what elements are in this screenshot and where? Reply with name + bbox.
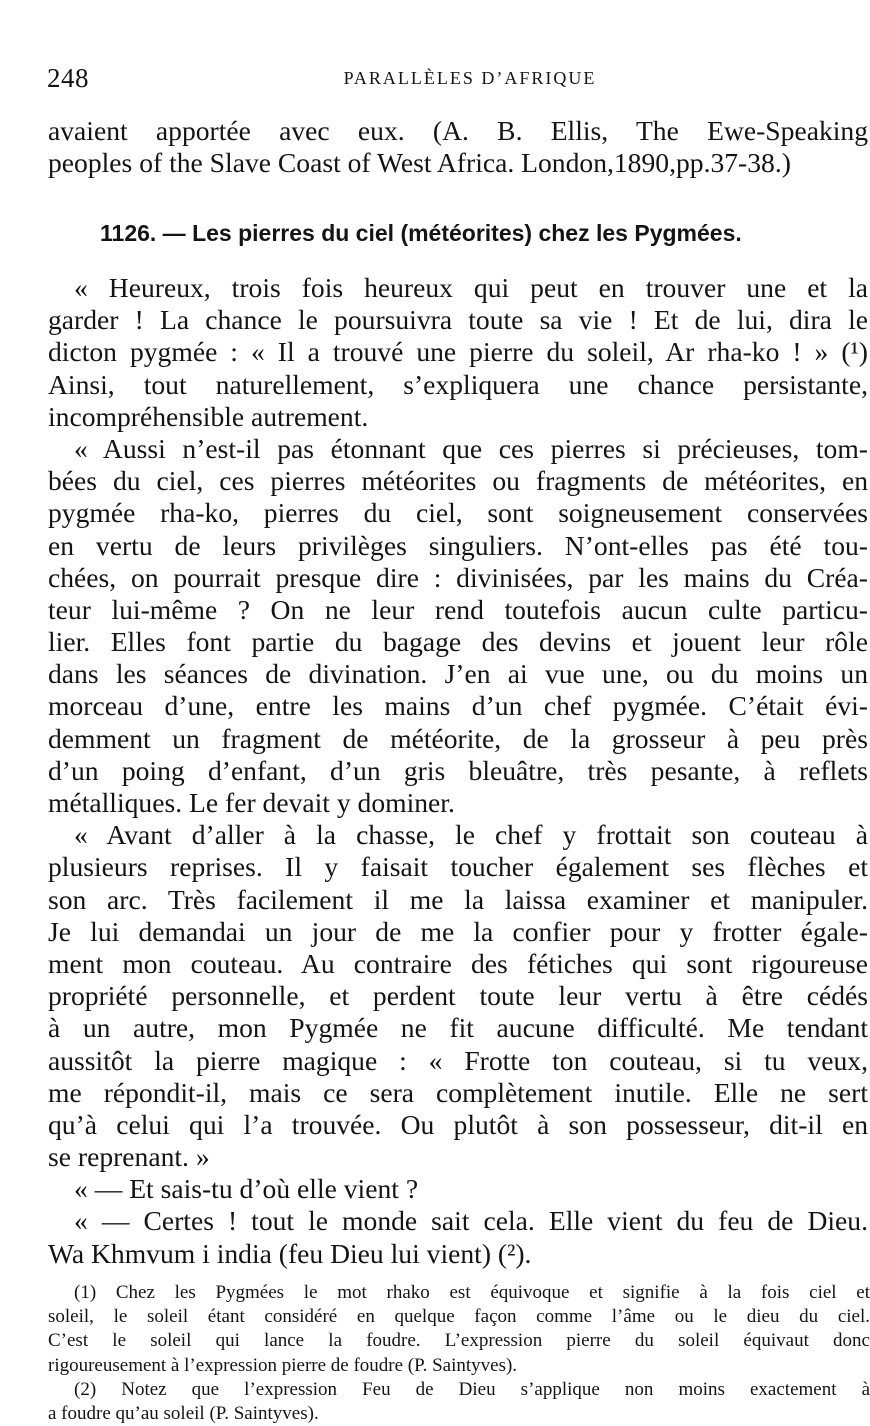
footnote-line: a foudre qu’au soleil (P. Saintyves). <box>48 1402 319 1424</box>
text-line: avaient apportée avec eux. (A. B. Ellis, The Ewe-Speaking <box>48 115 868 146</box>
text-line: « Heureux, trois fois heureux qui peut en trouver une et la <box>74 272 868 303</box>
text-line: aussitôt la pierre magique : « Frotte ton couteau, si tu veux, <box>48 1044 868 1076</box>
footnote-line: (1) Chez les Pygmées le mot rhako est équivoque et signifie à la fois ciel et <box>74 1282 870 1303</box>
text-line: Wa Khmvum i india (feu Dieu lui vient) (²). <box>48 1237 532 1269</box>
footnote-line: rigoureusement à l’expression pierre de foudre (P. Saintyves). <box>48 1354 518 1376</box>
text-line: teur lui-même ? On ne leur rend toutefois aucun culte particu- <box>48 593 868 625</box>
text-line: dans les séances de divination. J’en ai vue une, ou du moins un <box>48 658 868 690</box>
text-line: son arc. Très facilement il me la laissa examiner et manipuler. <box>48 883 868 915</box>
text-line: Ainsi, tout naturellement, s’expliquera une chance persistante, <box>48 368 868 400</box>
text-line: bées du ciel, ces pierres météorites ou fragments de météorites, en <box>48 465 868 497</box>
text-line: en vertu de leurs privilèges singuliers. N’ont-elles pas été tou- <box>48 529 868 561</box>
text-line: d’un poing d’enfant, d’un gris bleuâtre, très pesante, à reflets <box>48 754 868 786</box>
text-line: propriété personnelle, et perdent toute leur vertu à être cédés <box>48 980 868 1012</box>
text-line: pygmée rha-ko, pierres du ciel, sont soigneusement conservées <box>48 497 868 529</box>
text-line: « Avant d’aller à la chasse, le chef y frottait son couteau à <box>74 819 868 851</box>
text-line: « — Et sais-tu d’où elle vient ? <box>74 1173 419 1205</box>
page-number: 248 <box>47 63 89 93</box>
text-line: garder ! La chance le poursuivra toute sa vie ! Et de lui, dira le <box>48 304 868 336</box>
footnotes <box>48 1281 870 1426</box>
text-line: chées, on pourrait presque dire : divinisées, par les mains du Créa- <box>48 561 868 593</box>
footnote-line: C’est le soleil qui lance la foudre. L’expression pierre du soleil équivaut donc <box>48 1330 870 1352</box>
text-line: se reprenant. » <box>48 1141 210 1173</box>
paragraph <box>48 819 868 1173</box>
text-line: Je lui demandai un jour de me la confier pour y frotter égale- <box>48 915 868 947</box>
text-line: lier. Elles font partie du bagage des devins et jouent leur rôle <box>48 626 868 658</box>
dialogue <box>48 1173 868 1270</box>
text-line: demment un fragment de météorite, de la grosseur à peu près <box>48 722 868 754</box>
continuation-text <box>48 115 868 179</box>
text-line: dicton pygmée : « Il a trouvé une pierre du soleil, Ar rha-ko ! » (¹) <box>48 336 868 368</box>
text-line: « Aussi n’est-il pas étonnant que ces pierres si précieuses, tom- <box>74 432 868 464</box>
text-line: peoples of the Slave Coast of West Africa. London,1890,pp.37-38.) <box>48 147 791 179</box>
running-title: PARALLÈLES D’AFRIQUE <box>343 68 597 88</box>
section-heading: 1126. — Les pierres du ciel (météorites) chez les Pygmées. <box>100 220 742 246</box>
text-line: plusieurs reprises. Il y faisait toucher également ses flèches et <box>48 851 868 883</box>
text-line: me répondit-il, mais ce sera complètement inutile. Elle ne sert <box>48 1076 868 1108</box>
main-text <box>48 272 868 1270</box>
text-line: ment mon couteau. Au contraire des fétiches qui sont rigoureuse <box>48 947 868 979</box>
paragraph <box>48 272 868 433</box>
footnote-line: soleil, le soleil étant considéré en quelque façon comme l’âme ou le dieu du ciel. <box>48 1306 870 1328</box>
text-line: incompréhensible autrement. <box>48 400 369 432</box>
footnote-line: (2) Notez que l’expression Feu de Dieu s’applique non moins exactement à <box>74 1378 870 1400</box>
text-line: métalliques. Le fer devait y dominer. <box>48 787 455 818</box>
text-line: à un autre, mon Pygmée ne fit aucune difficulté. Me tendant <box>48 1012 868 1044</box>
text-line: qu’à celui qui l’a trouvée. Ou plutôt à son possesseur, dit-il en <box>48 1108 868 1140</box>
text-line: « — Certes ! tout le monde sait cela. Elle vient du feu de Dieu. <box>74 1205 868 1237</box>
paragraph <box>48 433 868 819</box>
text-line: morceau d’une, entre les mains d’un chef pygmée. C’était évi- <box>48 690 868 722</box>
